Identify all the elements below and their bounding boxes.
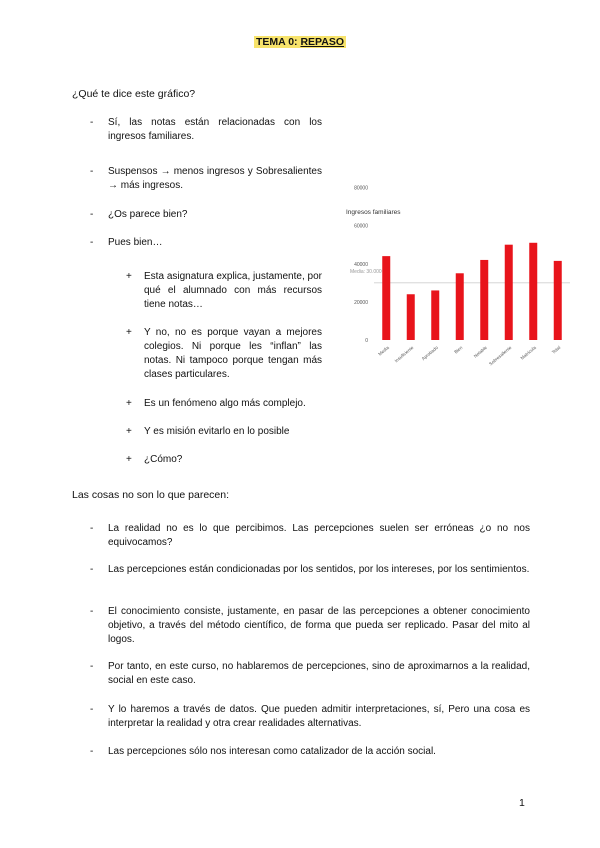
- y-tick-label: 0: [365, 338, 368, 344]
- bars: [382, 243, 562, 340]
- bullet-item: [90, 522, 530, 550]
- bullet-dash: -: [90, 746, 94, 757]
- bar: [407, 294, 415, 340]
- bullet-text: Las percepciones sólo nos interesan como catalizador de la acción social.: [108, 746, 436, 757]
- bar: [554, 261, 562, 340]
- y-tick-label: 20000: [354, 299, 368, 306]
- sub-bullet-text: ¿Cómo?: [144, 454, 183, 465]
- bullet-dash: -: [90, 117, 94, 128]
- bullet-dash: -: [90, 523, 94, 534]
- x-tick-label: Notable: [472, 344, 488, 359]
- sub-bullet-text: Esta asignatura explica, justamente, por qué el alumnado con más recursos tiene notas…: [144, 271, 322, 310]
- bullet-item: [90, 745, 530, 759]
- document-title: [0, 36, 600, 48]
- bullet-dash: -: [90, 166, 94, 177]
- chart-svg: [338, 185, 578, 384]
- sub-bullet-item: [126, 453, 322, 467]
- bar: [480, 260, 488, 340]
- y-tick-label: 60000: [354, 223, 368, 230]
- x-tick-label: Aprobado: [420, 344, 439, 362]
- sub-bullet-item: [126, 326, 322, 382]
- bullet-text: Sí, las notas están relacionadas con los ingresos familiares.: [108, 117, 322, 142]
- title-main: REPASO: [300, 36, 345, 48]
- section-heading: Las cosas no son lo que parecen:: [72, 489, 230, 501]
- bullet-item: [90, 116, 322, 144]
- bullet-text: Pues bien…: [108, 237, 163, 248]
- sub-bullet-item: [126, 270, 322, 312]
- bullet-text: Y lo haremos a través de datos. Que pueden admitir interpretaciones, sí, Pero una cosa es interpretar la realidad y otra crear realidades alternativas.: [108, 704, 530, 729]
- income-bar-chart: [338, 185, 578, 384]
- title-prefix: TEMA 0:: [255, 36, 301, 48]
- x-tick-label: Bien: [453, 344, 464, 355]
- bullet-item: [90, 660, 530, 688]
- x-tick-label: Media: [377, 344, 390, 357]
- bullet-plus: +: [126, 271, 132, 282]
- bullet-dash: -: [90, 661, 94, 672]
- bullet-text: Las percepciones están condicionadas por los sentidos, por los intereses, por los sentimientos.: [108, 564, 530, 575]
- bullet-dash: -: [90, 606, 94, 617]
- x-tick-label: Total: [550, 344, 562, 355]
- question-heading: ¿Qué te dice este gráfico?: [72, 88, 196, 100]
- bullet-text: Por tanto, en este curso, no hablaremos de percepciones, sino de aproximarnos a la realidad, social en este caso.: [108, 661, 530, 686]
- bullet-item: [90, 703, 530, 731]
- bar: [382, 256, 390, 340]
- x-axis: [377, 345, 561, 367]
- title-highlight: [254, 36, 346, 48]
- bullet-text: El conocimiento consiste, justamente, en pasar de las percepciones a obtener conocimiento objetivo, a través del método científico, de forma que pueda ser replicado. Pasar del mito al logos.: [108, 606, 530, 645]
- bullet-item: [90, 236, 322, 250]
- bullet-plus: +: [126, 398, 132, 409]
- bullet-dash: -: [90, 564, 94, 575]
- reference-line-label: Media: 30.000: [350, 268, 382, 275]
- sub-bullet-item: [126, 397, 322, 411]
- bar: [505, 245, 513, 340]
- bullet-plus: +: [126, 454, 132, 465]
- bullet-dash: -: [90, 209, 94, 220]
- chart-title: Ingresos familiares: [346, 209, 401, 216]
- bullet-text: Suspensos → menos ingresos y Sobresalientes → más ingresos.: [108, 166, 322, 191]
- bullet-text: ¿Os parece bien?: [108, 209, 188, 220]
- bullet-dash: -: [90, 704, 94, 715]
- bullet-item: [90, 563, 530, 577]
- sub-bullet-item: [126, 425, 322, 439]
- x-tick-label: Matrícula: [519, 344, 537, 361]
- bullet-item: [90, 208, 322, 222]
- x-tick-label: Insuficiente: [393, 344, 415, 364]
- page-number: 1: [519, 797, 525, 809]
- bullet-item: [90, 165, 322, 193]
- bar: [456, 273, 464, 340]
- bullet-text: La realidad no es lo que percibimos. Las percepciones suelen ser erróneas ¿o no nos equivocamos?: [108, 523, 530, 548]
- y-tick-label: 40000: [354, 261, 368, 268]
- bullet-item: [90, 605, 530, 647]
- x-tick-label: Sobresaliente: [488, 344, 513, 367]
- bullet-dash: -: [90, 237, 94, 248]
- y-tick-label: 80000: [354, 185, 368, 192]
- bullet-plus: +: [126, 327, 132, 338]
- sub-bullet-text: Y no, no es porque vayan a mejores colegios. Ni porque les “inflan” las notas. Ni tampoco porque tengan más clases particulares.: [144, 327, 322, 380]
- sub-bullet-text: Es un fenómeno algo más complejo.: [144, 398, 306, 409]
- bullet-plus: +: [126, 426, 132, 437]
- bar: [529, 243, 537, 340]
- sub-bullet-text: Y es misión evitarlo en lo posible: [144, 426, 290, 437]
- bar: [431, 290, 439, 340]
